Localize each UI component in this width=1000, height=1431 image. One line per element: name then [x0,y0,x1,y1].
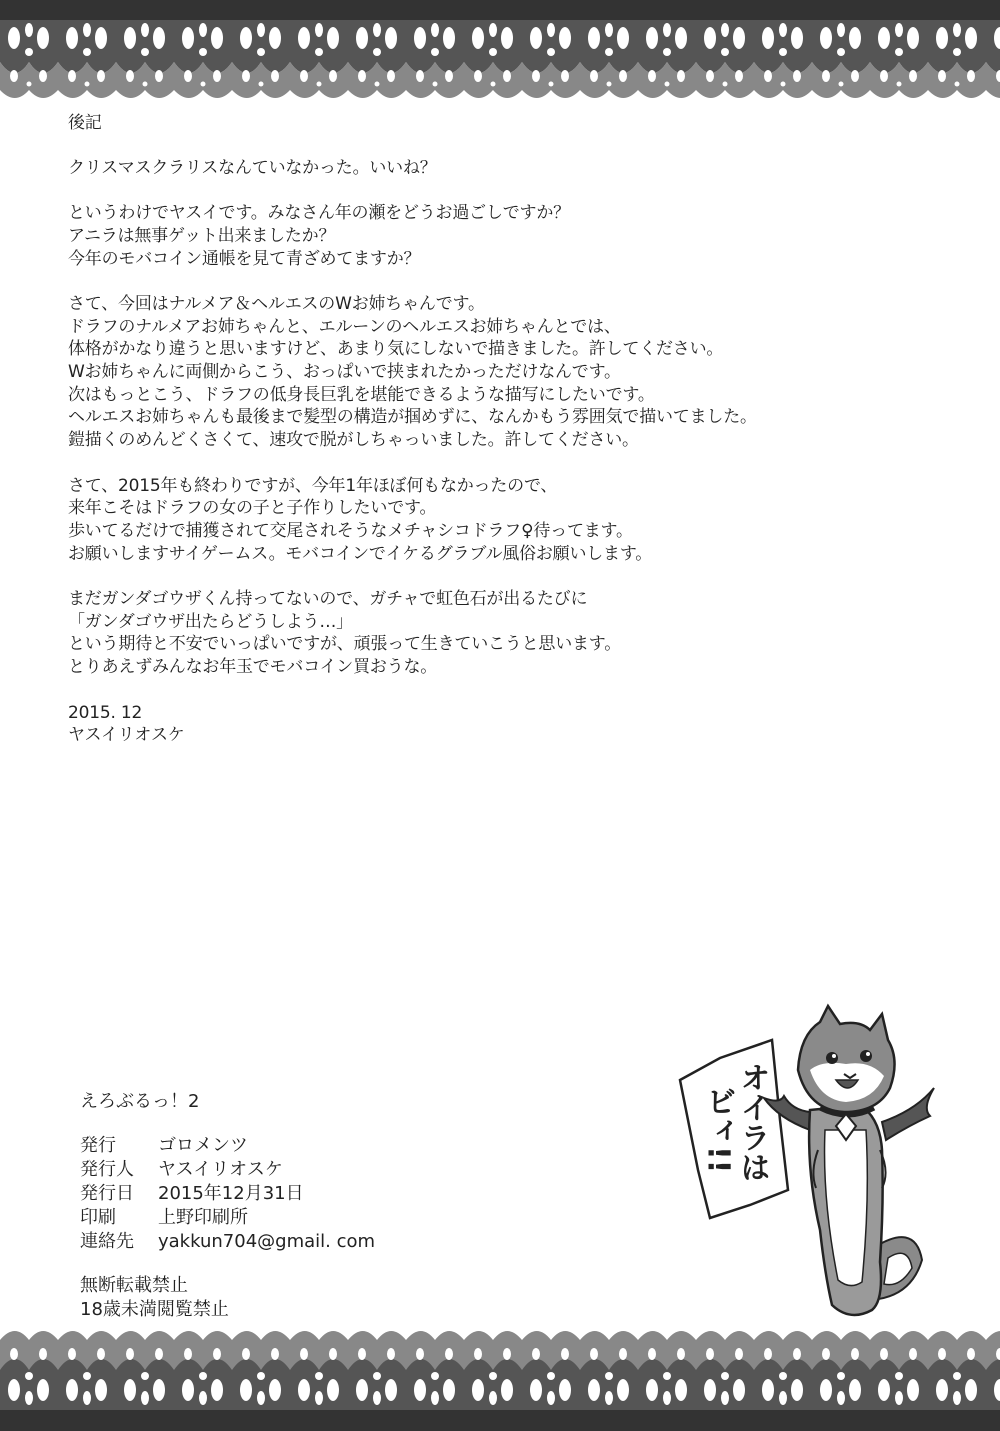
text-line: 「ガンダゴウザ出たらどうしよう…」 [68,611,353,632]
text-line: さて、今回はナルメア＆ヘルエスのWお姉ちゃんです。 [68,293,485,314]
mascot-eye-right [860,1050,872,1062]
afterword-paragraph [68,157,908,180]
text-line: という期待と不安でいっぱいですが、頑張って生きていこうと思います。 [68,634,622,655]
colophon-label: 発行人 [80,1159,134,1180]
mascot-eye-left [826,1052,838,1064]
afterword [68,112,908,747]
colophon-value: 2015年12月31日 [158,1183,304,1204]
afterword-paragraph [68,475,908,566]
speech-text-line-2: ビィ!! [700,1086,736,1174]
colophon-row [80,1158,600,1182]
text-line: ヘルエスお姉ちゃんも最後まで髪型の構造が掴めずに、なんかもう雰囲気で描いてました。 [68,407,757,428]
afterword-paragraph [68,293,908,452]
afterword-date: 2015. 12 [68,702,143,723]
colophon-row [80,1134,600,1158]
text-line: まだガンダゴウザくん持ってないので、ガチャで虹色石が出るたびに [68,589,588,609]
mascot-illustration [660,1000,960,1340]
colophon-label: 連絡先 [80,1231,134,1252]
lace-border-top [0,0,1000,120]
lace-border-bottom [0,1300,1000,1431]
text-line: 体格がかなり違うと思いますけど、あまり気にしないで描きました。許してください。 [68,339,724,360]
colophon-value: 上野印刷所 [158,1207,248,1228]
text-line: さて、2015年も終わりですが、今年1年ほぼ何もなかったので、 [68,475,558,496]
afterword-heading: 後記 [68,113,102,133]
text-line: 次はもっとこう、ドラフの低身長巨乳を堪能できるような描写にしたいです。 [68,384,655,405]
text-line: 今年のモバコイン通帳を見て青ざめてますか？ [68,248,421,269]
speech-text-line-1: オイラは [734,1062,770,1182]
text-line: クリスマスクラリスなんていなかった。いいね？ [68,157,437,178]
text-line: 来年こそはドラフの女の子と子作りしたいです。 [68,498,437,519]
text-line: お願いしますサイゲームス。モバコインでイケるグラブル風俗お願いします。 [68,543,653,564]
book-title: えろぶるっ！2 [80,1091,200,1112]
text-line: とりあえずみんなお年玉でモバコイン買おうな。 [68,657,438,678]
signature-block [68,702,908,747]
colophon-label: 発行 [80,1135,116,1156]
age-restriction-notice: 18歳未満閲覧禁止 [80,1299,229,1320]
colophon-row [80,1182,600,1206]
text-line: Wお姉ちゃんに両側からこう、おっぱいで挟まれたかっただけなんです。 [68,362,621,382]
colophon-value: ヤスイリオスケ [158,1159,283,1180]
colophon-value: ゴロメンツ [158,1135,248,1156]
no-reprint-notice: 無断転載禁止 [80,1275,188,1296]
text-line: というわけでヤスイです。みなさん年の瀬をどうお過ごしですか？ [68,203,570,224]
colophon-label: 発行日 [80,1183,134,1204]
mascot-wing-right [882,1088,934,1140]
colophon-row [80,1206,600,1230]
afterword-paragraph [68,588,908,679]
colophon-label: 印刷 [80,1207,116,1228]
text-line: ドラフのナルメアお姉ちゃんと、エルーンのヘルエスお姉ちゃんとでは、 [68,316,621,337]
text-line: 鎧描くのめんどくさくて、速攻で脱がしちゃっいました。許してください。 [68,430,639,451]
afterword-paragraph [68,202,908,270]
text-line: 歩いてるだけで捕獲されて交尾されそうなメチャシコドラフ♀待ってます。 [68,520,633,541]
colophon [80,1090,600,1322]
colophon-row [80,1230,600,1254]
contact-email: yakkun704@gmail. com [158,1231,376,1252]
text-line: アニラは無事ゲット出来ましたか？ [68,225,336,246]
afterword-author: ヤスイリオスケ [68,725,185,746]
